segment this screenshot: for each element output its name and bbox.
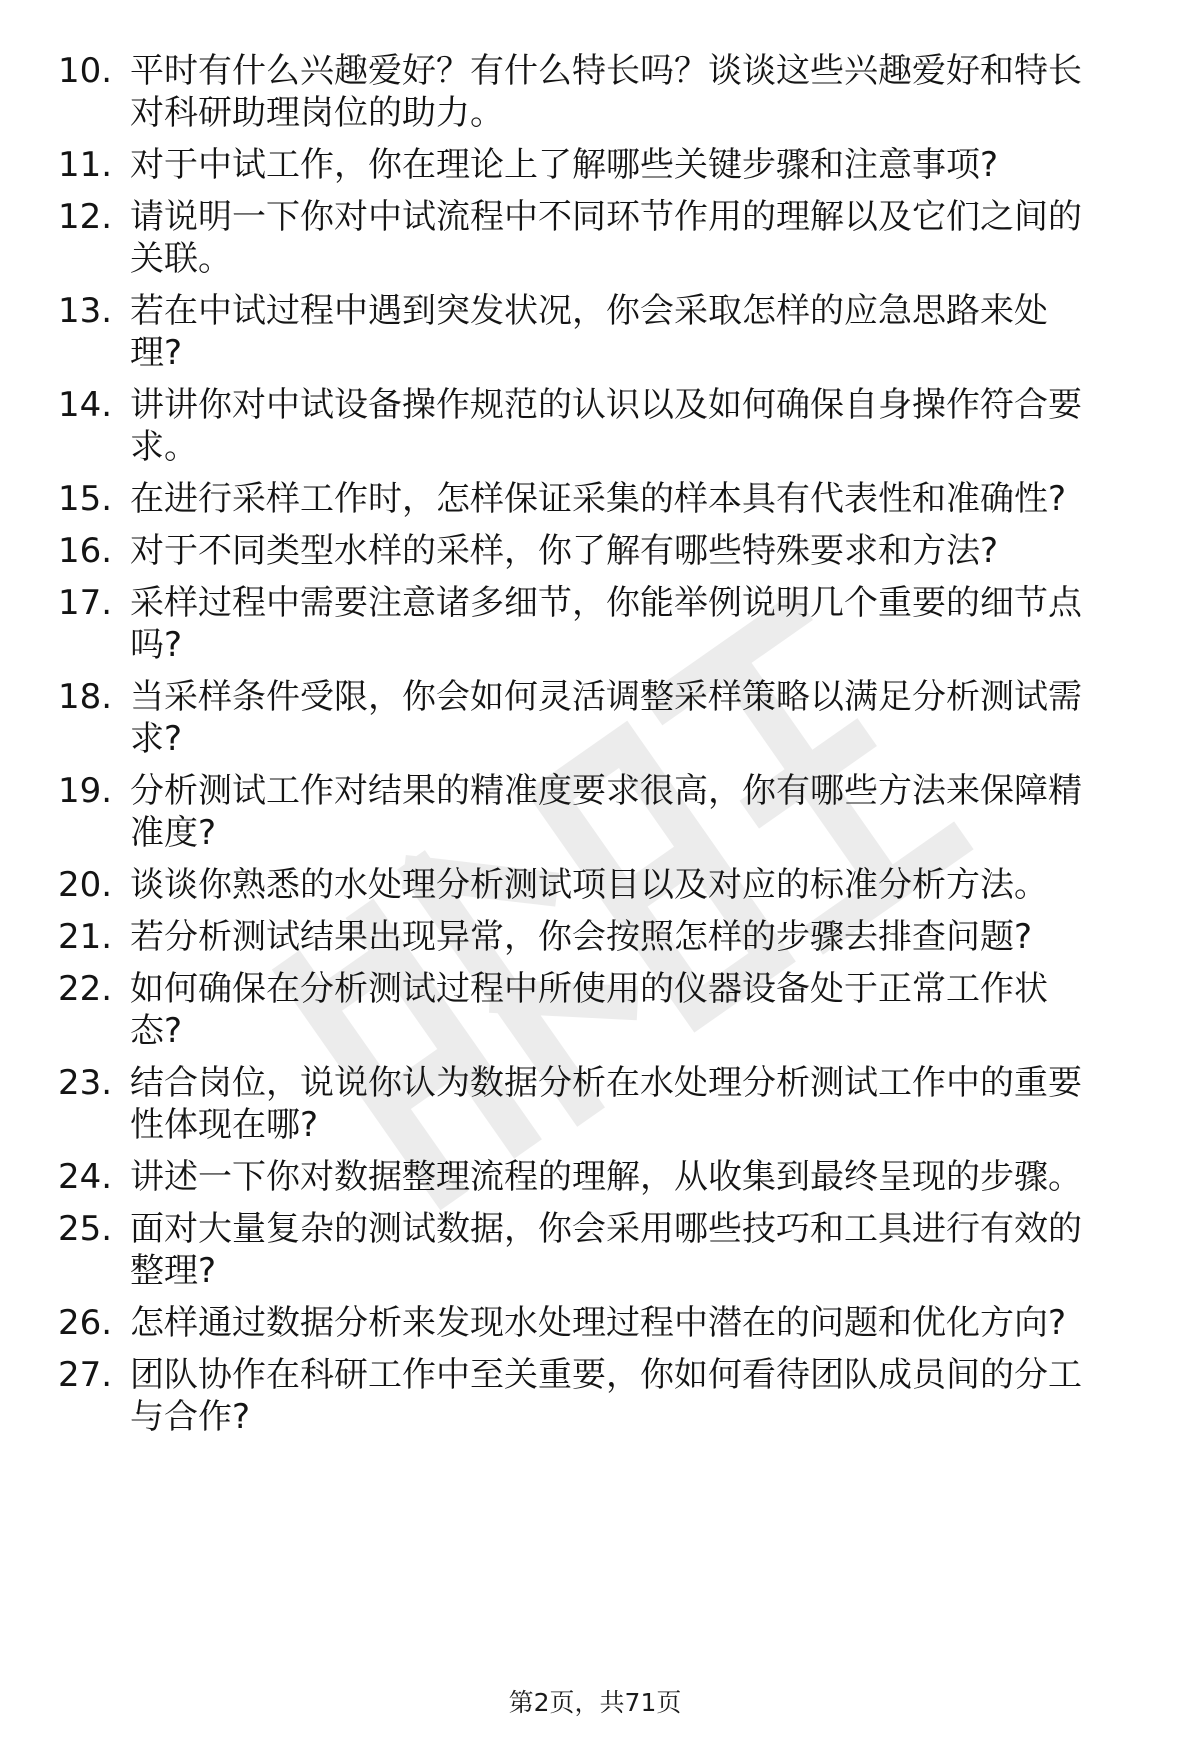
question-number: 19. [58,771,113,811]
question-text: 面对大量复杂的测试数据，你会采用哪些技巧和工具进行有效的 整理? [130,1209,1082,1291]
question-number: 15. [58,479,113,519]
question-number: 14. [58,385,113,425]
question-text: 讲讲你对中试设备操作规范的认识以及如何确保自身操作符合要 求。 [130,385,1082,467]
question-number: 27. [58,1355,113,1395]
question-number: 13. [58,291,113,331]
question-text: 如何确保在分析测试过程中所使用的仪器设备处于正常工作状 态? [130,969,1048,1051]
question-number: 11. [58,145,113,185]
question-text: 分析测试工作对结果的精准度要求很高，你有哪些方法来保障精 准度? [130,771,1082,853]
question-number: 20. [58,865,113,905]
question-text: 怎样通过数据分析来发现水处理过程中潜在的问题和优化方向? [130,1303,1067,1343]
page-footer: 第2页，共71页 [508,1688,682,1717]
question-text: 谈谈你熟悉的水处理分析测试项目以及对应的标准分析方法。 [130,865,1048,905]
question-number: 18. [58,677,113,717]
question-text: 平时有什么兴趣爱好？有什么特长吗？谈谈这些兴趣爱好和特长 对科研助理岗位的助力。 [130,51,1082,133]
question-number: 10. [58,51,113,91]
question-number: 17. [58,583,113,623]
question-number: 23. [58,1063,113,1103]
question-number: 12. [58,197,113,237]
question-number: 24. [58,1157,113,1197]
question-number: 22. [58,969,113,1009]
question-number: 16. [58,531,113,571]
question-text: 采样过程中需要注意诸多细节，你能举例说明几个重要的细节点 吗? [130,583,1082,665]
question-number: 25. [58,1209,113,1249]
question-text: 当采样条件受限，你会如何灵活调整采样策略以满足分析测试需 求? [130,677,1082,759]
question-text: 团队协作在科研工作中至关重要，你如何看待团队成员间的分工 与合作? [130,1355,1082,1437]
question-text: 对于不同类型水样的采样，你了解有哪些特殊要求和方法? [130,531,999,571]
question-number: 21. [58,917,113,957]
question-text: 若在中试过程中遇到突发状况，你会采取怎样的应急思路来处 理? [130,291,1048,373]
question-text: 结合岗位，说说你认为数据分析在水处理分析测试工作中的重要 性体现在哪? [130,1063,1082,1145]
question-text: 在进行采样工作时，怎样保证采集的样本具有代表性和准确性? [130,479,1067,519]
question-number: 26. [58,1303,113,1343]
question-text: 对于中试工作，你在理论上了解哪些关键步骤和注意事项? [130,145,999,185]
question-text: 若分析测试结果出现异常，你会按照怎样的步骤去排查问题? [130,917,1033,957]
question-text: 讲述一下你对数据整理流程的理解，从收集到最终呈现的步骤。 [130,1157,1082,1197]
question-text: 请说明一下你对中试流程中不同环节作用的理解以及它们之间的 关联。 [130,197,1082,279]
